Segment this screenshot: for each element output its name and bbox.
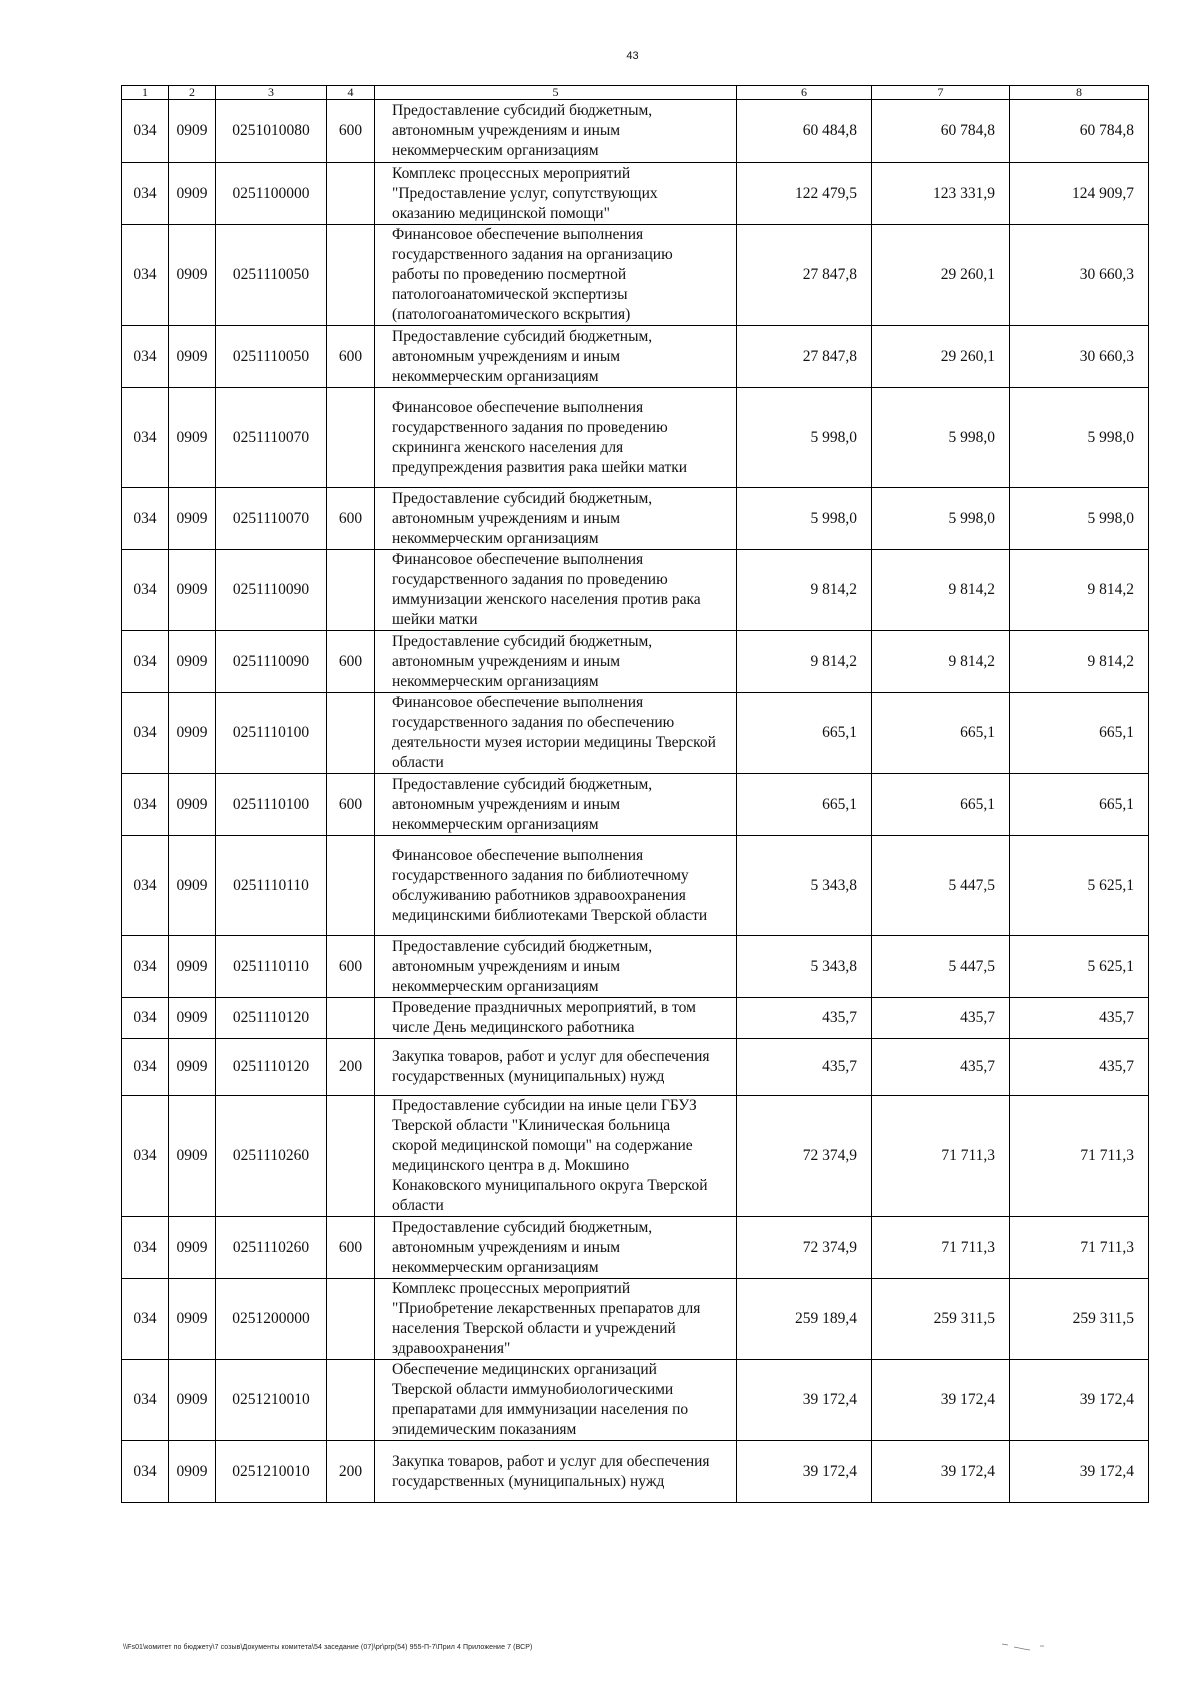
table-row	[122, 225, 1149, 326]
budget-admin-code-cell: 034	[122, 100, 169, 163]
section-code-cell: 0909	[169, 100, 216, 163]
description-line: Закупка товаров, работ и услуг для обеспечения	[392, 1048, 710, 1065]
budget-admin-code-cell: 034	[122, 1096, 169, 1217]
description-line: эпидемическим показаниям	[392, 1421, 577, 1438]
description-cell	[375, 326, 737, 388]
description-line: оказанию медицинской помощи"	[392, 204, 610, 222]
expense-type-cell	[327, 1279, 375, 1360]
table-row	[122, 998, 1149, 1039]
budget-admin-code-cell: 034	[122, 998, 169, 1039]
amount-col6-cell: 5 343,8	[737, 936, 872, 998]
description-line: государственного задания по библиотечному	[392, 866, 689, 884]
page-number: 43	[626, 50, 639, 62]
amount-col6-cell: 9 814,2	[737, 631, 872, 693]
amount-col7-cell: 5 447,5	[872, 836, 1010, 936]
description-line: препаратами для иммунизации населения по	[392, 1401, 689, 1418]
amount-col8-cell: 5 998,0	[1010, 488, 1149, 550]
budget-admin-code-cell: 034	[122, 1441, 169, 1503]
expense-type-cell	[327, 550, 375, 631]
target-article-cell: 0251210010	[216, 1360, 327, 1441]
expense-type-cell: 200	[327, 1039, 375, 1096]
description-line: медицинского центра в д. Мокшино	[392, 1157, 630, 1174]
budget-table	[121, 85, 1149, 1503]
amount-col6-cell: 435,7	[737, 1039, 872, 1096]
budget-admin-code-cell: 034	[122, 936, 169, 998]
amount-col6-cell: 72 374,9	[737, 1217, 872, 1279]
description-line: автономным учреждениям и иным	[392, 509, 621, 527]
table-row	[122, 693, 1149, 774]
expense-type-cell: 600	[327, 488, 375, 550]
section-code-cell: 0909	[169, 836, 216, 936]
description-line: Предоставление субсидий бюджетным,	[392, 937, 653, 955]
amount-col7-cell: 29 260,1	[872, 326, 1010, 388]
amount-col8-cell: 435,7	[1010, 998, 1149, 1039]
description-line: Предоставление субсидий бюджетным,	[392, 327, 653, 345]
amount-col8-cell: 124 909,7	[1010, 163, 1149, 225]
description-line: числе День медицинского работника	[392, 1019, 635, 1036]
description-line: государственного задания по обеспечению	[392, 714, 675, 731]
table-row	[122, 1039, 1149, 1096]
description-line: здравоохранения"	[392, 1340, 511, 1357]
budget-admin-code-cell: 034	[122, 488, 169, 550]
description-cell	[375, 1217, 737, 1279]
amount-col6-cell: 39 172,4	[737, 1441, 872, 1503]
amount-col8-cell: 9 814,2	[1010, 631, 1149, 693]
target-article-cell: 0251010080	[216, 100, 327, 163]
amount-col8-cell: 5 998,0	[1010, 388, 1149, 488]
expense-type-cell	[327, 836, 375, 936]
section-code-cell: 0909	[169, 1360, 216, 1441]
header-cell: 3	[216, 86, 327, 100]
description-line: некоммерческим организациям	[392, 367, 599, 385]
amount-col8-cell: 665,1	[1010, 774, 1149, 836]
description-line: Финансовое обеспечение выполнения	[392, 846, 644, 864]
description-line: автономным учреждениям и иным	[392, 957, 621, 975]
expense-type-cell: 600	[327, 1217, 375, 1279]
table-row	[122, 1360, 1149, 1441]
description-line: автономным учреждениям и иным	[392, 1238, 621, 1256]
description-line: автономным учреждениям и иным	[392, 795, 621, 813]
budget-admin-code-cell: 034	[122, 1279, 169, 1360]
amount-col8-cell: 5 625,1	[1010, 836, 1149, 936]
amount-col7-cell: 665,1	[872, 693, 1010, 774]
description-cell	[375, 1441, 737, 1503]
budget-admin-code-cell: 034	[122, 225, 169, 326]
section-code-cell: 0909	[169, 163, 216, 225]
section-code-cell: 0909	[169, 774, 216, 836]
description-line: Финансовое обеспечение выполнения	[392, 398, 644, 416]
header-cell: 6	[737, 86, 872, 100]
section-code-cell: 0909	[169, 936, 216, 998]
description-line: населения Тверской области и учреждений	[392, 1320, 676, 1337]
amount-col7-cell: 60 784,8	[872, 100, 1010, 163]
amount-col7-cell: 39 172,4	[872, 1441, 1010, 1503]
amount-col7-cell: 71 711,3	[872, 1217, 1010, 1279]
description-line: Финансовое обеспечение выполнения	[392, 551, 644, 568]
description-line: работы по проведению посмертной	[392, 266, 627, 283]
section-code-cell: 0909	[169, 388, 216, 488]
target-article-cell: 0251110070	[216, 488, 327, 550]
description-line: государственного задания на организацию	[392, 246, 673, 263]
description-line: патологоанатомической экспертизы	[392, 286, 628, 303]
expense-type-cell	[327, 225, 375, 326]
amount-col7-cell: 9 814,2	[872, 631, 1010, 693]
description-cell	[375, 998, 737, 1039]
description-line: автономным учреждениям и иным	[392, 652, 621, 670]
description-line: Предоставление субсидии на иные цели ГБУЗ	[392, 1097, 697, 1114]
budget-admin-code-cell: 034	[122, 1360, 169, 1441]
description-line: автономным учреждениям и иным	[392, 347, 621, 365]
header-cell: 5	[375, 86, 737, 100]
table-header-row	[122, 86, 1149, 100]
section-code-cell: 0909	[169, 488, 216, 550]
description-cell	[375, 936, 737, 998]
section-code-cell: 0909	[169, 1039, 216, 1096]
target-article-cell: 0251100000	[216, 163, 327, 225]
amount-col8-cell: 9 814,2	[1010, 550, 1149, 631]
section-code-cell: 0909	[169, 1096, 216, 1217]
amount-col6-cell: 5 343,8	[737, 836, 872, 936]
description-line: некоммерческим организациям	[392, 672, 599, 690]
amount-col7-cell: 665,1	[872, 774, 1010, 836]
table-row	[122, 774, 1149, 836]
description-line: Комплекс процессных мероприятий	[392, 164, 631, 182]
budget-admin-code-cell: 034	[122, 836, 169, 936]
section-code-cell: 0909	[169, 998, 216, 1039]
amount-col7-cell: 435,7	[872, 998, 1010, 1039]
budget-admin-code-cell: 034	[122, 388, 169, 488]
target-article-cell: 0251200000	[216, 1279, 327, 1360]
amount-col8-cell: 259 311,5	[1010, 1279, 1149, 1360]
description-line: (патологоанатомического вскрытия)	[392, 306, 631, 323]
target-article-cell: 0251110100	[216, 774, 327, 836]
budget-admin-code-cell: 034	[122, 631, 169, 693]
description-cell	[375, 1360, 737, 1441]
amount-col6-cell: 435,7	[737, 998, 872, 1039]
budget-admin-code-cell: 034	[122, 693, 169, 774]
table-row	[122, 550, 1149, 631]
table-row	[122, 100, 1149, 163]
description-line: "Приобретение лекарственных препаратов для	[392, 1300, 701, 1317]
expense-type-cell: 600	[327, 774, 375, 836]
description-line: государственного задания по проведению	[392, 418, 668, 436]
expense-type-cell	[327, 163, 375, 225]
target-article-cell: 0251110260	[216, 1096, 327, 1217]
amount-col6-cell: 122 479,5	[737, 163, 872, 225]
amount-col6-cell: 259 189,4	[737, 1279, 872, 1360]
description-cell	[375, 163, 737, 225]
expense-type-cell	[327, 998, 375, 1039]
table-row	[122, 1096, 1149, 1217]
expense-type-cell: 200	[327, 1441, 375, 1503]
amount-col7-cell: 5 998,0	[872, 488, 1010, 550]
description-line: некоммерческим организациям	[392, 142, 599, 159]
amount-col6-cell: 5 998,0	[737, 488, 872, 550]
description-line: предупреждения развития рака шейки матки	[392, 458, 688, 476]
expense-type-cell	[327, 388, 375, 488]
description-cell	[375, 225, 737, 326]
table-row	[122, 1217, 1149, 1279]
description-cell	[375, 693, 737, 774]
amount-col7-cell: 259 311,5	[872, 1279, 1010, 1360]
amount-col7-cell: 5 447,5	[872, 936, 1010, 998]
amount-col7-cell: 39 172,4	[872, 1360, 1010, 1441]
amount-col8-cell: 30 660,3	[1010, 326, 1149, 388]
amount-col8-cell: 665,1	[1010, 693, 1149, 774]
amount-col8-cell: 5 625,1	[1010, 936, 1149, 998]
description-cell	[375, 550, 737, 631]
section-code-cell: 0909	[169, 631, 216, 693]
amount-col7-cell: 71 711,3	[872, 1096, 1010, 1217]
description-line: государственного задания по проведению	[392, 571, 668, 588]
description-line: скорой медицинской помощи" на содержание	[392, 1137, 693, 1154]
amount-col6-cell: 27 847,8	[737, 326, 872, 388]
header-cell: 7	[872, 86, 1010, 100]
description-line: государственных (муниципальных) нужд	[392, 1472, 665, 1490]
amount-col7-cell: 29 260,1	[872, 225, 1010, 326]
description-line: Тверской области иммунобиологическими	[392, 1381, 674, 1398]
description-line: "Предоставление услуг, сопутствующих	[392, 184, 658, 202]
table-row	[122, 631, 1149, 693]
description-line: Предоставление субсидий бюджетным,	[392, 489, 653, 507]
description-line: Тверской области "Клиническая больница	[392, 1117, 671, 1134]
description-line: некоммерческим организациям	[392, 977, 599, 995]
amount-col6-cell: 9 814,2	[737, 550, 872, 631]
target-article-cell: 0251110110	[216, 836, 327, 936]
header-cell: 8	[1010, 86, 1149, 100]
section-code-cell: 0909	[169, 550, 216, 631]
section-code-cell: 0909	[169, 1217, 216, 1279]
description-line: Комплекс процессных мероприятий	[392, 1280, 631, 1297]
amount-col8-cell: 71 711,3	[1010, 1096, 1149, 1217]
table-row	[122, 326, 1149, 388]
table-row	[122, 388, 1149, 488]
section-code-cell: 0909	[169, 693, 216, 774]
target-article-cell: 0251110100	[216, 693, 327, 774]
expense-type-cell: 600	[327, 936, 375, 998]
description-line: автономным учреждениям и иным	[392, 122, 621, 139]
amount-col7-cell: 9 814,2	[872, 550, 1010, 631]
description-line: области	[392, 1197, 444, 1214]
scan-artifact-mark	[1000, 1642, 1060, 1652]
description-line: государственных (муниципальных) нужд	[392, 1068, 665, 1085]
table-row	[122, 1441, 1149, 1503]
amount-col6-cell: 665,1	[737, 693, 872, 774]
amount-col7-cell: 435,7	[872, 1039, 1010, 1096]
description-line: Предоставление субсидий бюджетным,	[392, 632, 653, 650]
description-line: Финансовое обеспечение выполнения	[392, 226, 644, 243]
expense-type-cell	[327, 693, 375, 774]
target-article-cell: 0251110050	[216, 225, 327, 326]
section-code-cell: 0909	[169, 326, 216, 388]
description-line: шейки матки	[392, 611, 478, 628]
description-line: Обеспечение медицинских организаций	[392, 1361, 657, 1378]
budget-admin-code-cell: 034	[122, 1217, 169, 1279]
description-cell	[375, 1096, 737, 1217]
description-line: Финансовое обеспечение выполнения	[392, 694, 644, 711]
expense-type-cell	[327, 1096, 375, 1217]
description-line: Предоставление субсидий бюджетным,	[392, 1218, 653, 1236]
amount-col6-cell: 665,1	[737, 774, 872, 836]
description-line: иммунизации женского населения против рака	[392, 591, 701, 608]
table-row	[122, 1279, 1149, 1360]
budget-admin-code-cell: 034	[122, 326, 169, 388]
section-code-cell: 0909	[169, 225, 216, 326]
description-line: деятельности музея истории медицины Тверской	[392, 734, 716, 751]
description-line: некоммерческим организациям	[392, 1258, 599, 1276]
description-line: некоммерческим организациям	[392, 815, 599, 833]
description-cell	[375, 388, 737, 488]
budget-admin-code-cell: 034	[122, 1039, 169, 1096]
table-row	[122, 936, 1149, 998]
amount-col8-cell: 435,7	[1010, 1039, 1149, 1096]
amount-col8-cell: 39 172,4	[1010, 1360, 1149, 1441]
amount-col6-cell: 5 998,0	[737, 388, 872, 488]
expense-type-cell: 600	[327, 631, 375, 693]
amount-col8-cell: 71 711,3	[1010, 1217, 1149, 1279]
description-line: обслуживанию работников здравоохранения	[392, 886, 686, 904]
header-cell: 1	[122, 86, 169, 100]
budget-admin-code-cell: 034	[122, 550, 169, 631]
amount-col8-cell: 60 784,8	[1010, 100, 1149, 163]
amount-col6-cell: 27 847,8	[737, 225, 872, 326]
header-cell: 2	[169, 86, 216, 100]
table-row	[122, 836, 1149, 936]
target-article-cell: 0251110050	[216, 326, 327, 388]
expense-type-cell: 600	[327, 100, 375, 163]
description-cell	[375, 1039, 737, 1096]
budget-admin-code-cell: 034	[122, 163, 169, 225]
description-line: Предоставление субсидий бюджетным,	[392, 102, 653, 119]
description-line: Закупка товаров, работ и услуг для обеспечения	[392, 1452, 710, 1470]
target-article-cell: 0251110070	[216, 388, 327, 488]
section-code-cell: 0909	[169, 1441, 216, 1503]
description-line: области	[392, 754, 444, 771]
description-cell	[375, 631, 737, 693]
footer-file-path: \\Fs01\комитет по бюджету\7 созыв\Документы комитета\54 заседание (07)\pr\prp(54) 955-П-7\Прил 4 Приложение 7 (ВСР)	[123, 1644, 533, 1651]
expense-type-cell: 600	[327, 326, 375, 388]
target-article-cell: 0251110110	[216, 936, 327, 998]
expense-type-cell	[327, 1360, 375, 1441]
description-cell	[375, 774, 737, 836]
description-cell	[375, 100, 737, 163]
description-cell	[375, 488, 737, 550]
table-row	[122, 488, 1149, 550]
amount-col8-cell: 30 660,3	[1010, 225, 1149, 326]
description-line: Конаковского муниципального округа Тверской	[392, 1177, 708, 1194]
target-article-cell: 0251110260	[216, 1217, 327, 1279]
description-line: скрининга женского населения для	[392, 438, 624, 456]
amount-col7-cell: 5 998,0	[872, 388, 1010, 488]
target-article-cell: 0251210010	[216, 1441, 327, 1503]
amount-col8-cell: 39 172,4	[1010, 1441, 1149, 1503]
amount-col7-cell: 123 331,9	[872, 163, 1010, 225]
header-cell: 4	[327, 86, 375, 100]
amount-col6-cell: 72 374,9	[737, 1096, 872, 1217]
target-article-cell: 0251110090	[216, 631, 327, 693]
amount-col6-cell: 39 172,4	[737, 1360, 872, 1441]
description-line: Предоставление субсидий бюджетным,	[392, 775, 653, 793]
table-row	[122, 163, 1149, 225]
target-article-cell: 0251110090	[216, 550, 327, 631]
target-article-cell: 0251110120	[216, 998, 327, 1039]
description-cell	[375, 836, 737, 936]
description-cell	[375, 1279, 737, 1360]
description-line: Проведение праздничных мероприятий, в том	[392, 999, 696, 1016]
section-code-cell: 0909	[169, 1279, 216, 1360]
description-line: медицинскими библиотеками Тверской области	[392, 906, 708, 924]
budget-admin-code-cell: 034	[122, 774, 169, 836]
target-article-cell: 0251110120	[216, 1039, 327, 1096]
amount-col6-cell: 60 484,8	[737, 100, 872, 163]
description-line: некоммерческим организациям	[392, 529, 599, 547]
